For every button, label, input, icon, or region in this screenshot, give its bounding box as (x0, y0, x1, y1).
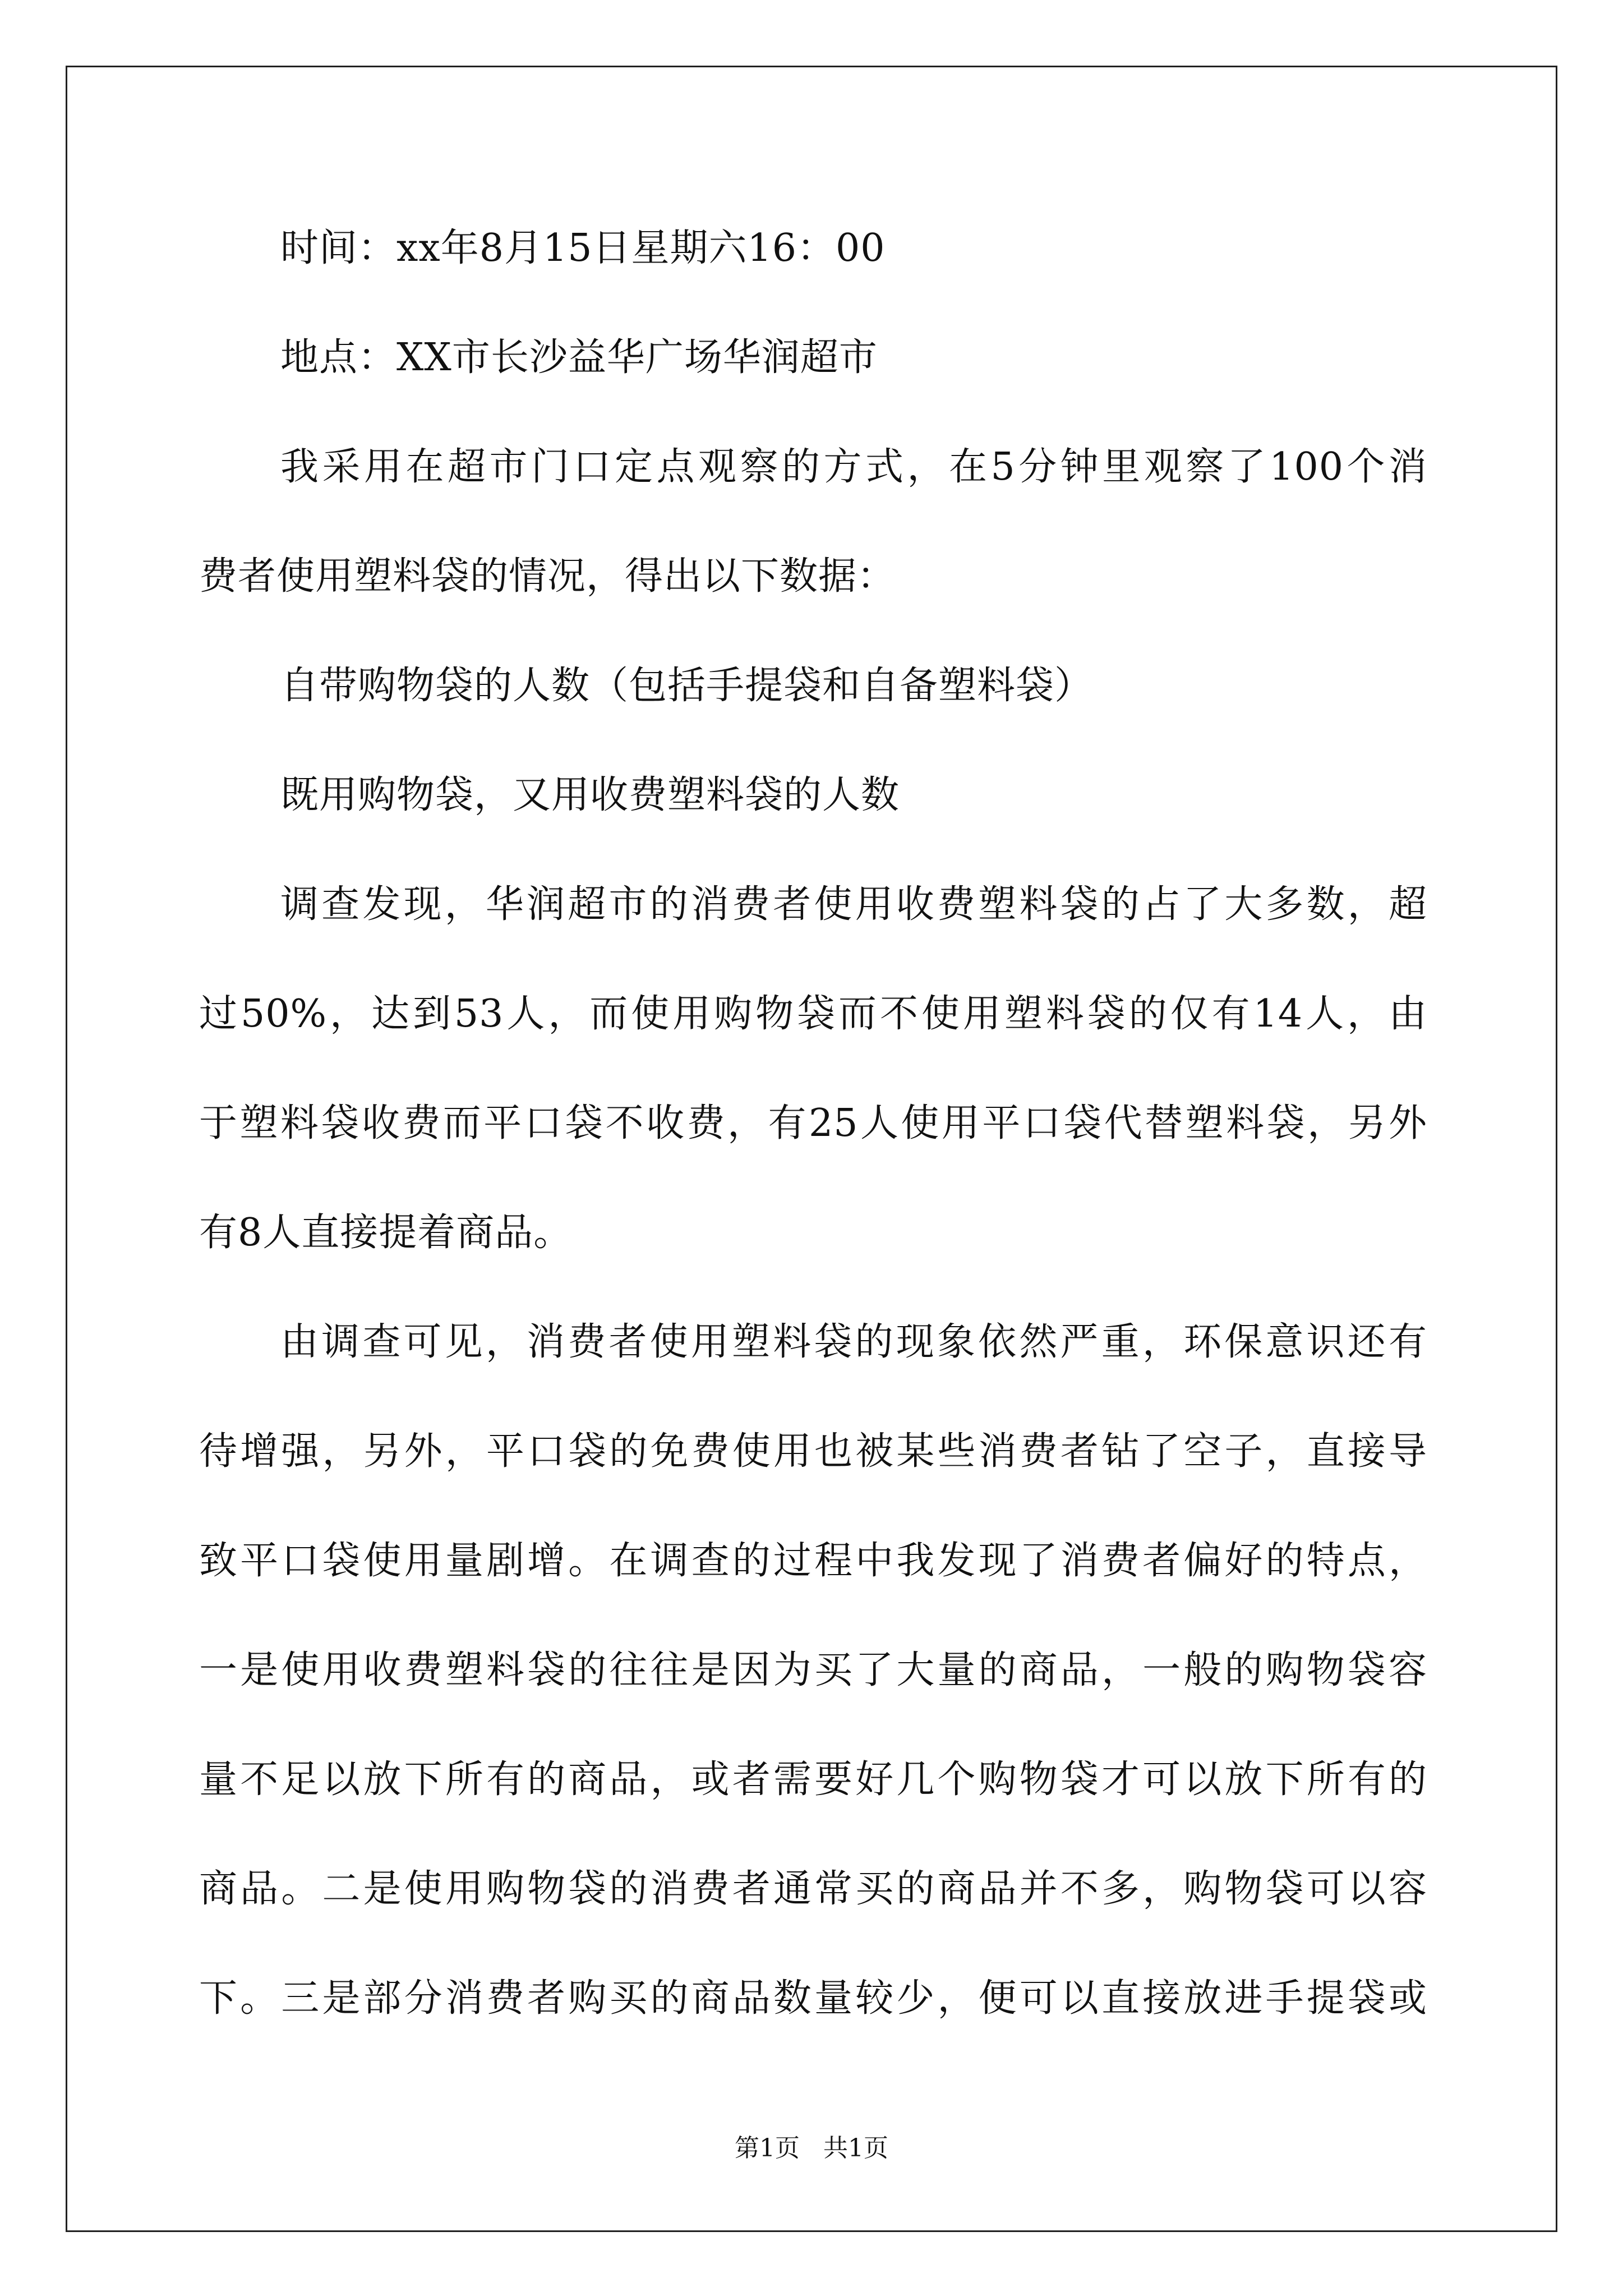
paragraph-line: 费者使用塑料袋的情况，得出以下数据： (199, 554, 896, 599)
page-footer (0, 2132, 1623, 2165)
data-item: 自带购物袋的人数（包括手提袋和自备塑料袋） (280, 664, 1094, 708)
place-line: 地点：XX市长沙益华广场华润超市 (280, 335, 878, 380)
data-item: 既用购物袋，又用收费塑料袋的人数 (280, 773, 900, 817)
paragraph-line: 由调查可见，消费者使用塑料袋的现象依然严重，环保意识还有 (280, 1320, 1427, 1364)
paragraph-line: 调查发现，华润超市的消费者使用收费塑料袋的占了大多数，超 (280, 882, 1427, 927)
paragraph-line: 下。三是部分消费者购买的商品数量较少，便可以直接放进手提袋或 (199, 1976, 1427, 2021)
paragraph-line: 我采用在超市门口定点观察的方式，在5分钟里观察了100个消 (280, 445, 1427, 489)
paragraph-line: 一是使用收费塑料袋的往往是因为买了大量的商品，一般的购物袋容 (199, 1648, 1427, 1692)
paragraph-line: 过50%，达到53人，而使用购物袋而不使用塑料袋的仅有14人，由 (199, 992, 1427, 1036)
page-number-current: 第1页 (735, 2134, 800, 2162)
paragraph-line: 待增强，另外，平口袋的免费使用也被某些消费者钻了空子，直接导 (199, 1429, 1427, 1474)
time-line: 时间：xx年8月15日星期六16：00 (280, 226, 886, 270)
paragraph-line: 有8人直接提着商品。 (199, 1211, 573, 1255)
paragraph-line: 致平口袋使用量剧增。在调查的过程中我发现了消费者偏好的特点， (199, 1539, 1427, 1583)
document-body (199, 222, 1427, 2025)
paragraph-line: 量不足以放下所有的商品，或者需要好几个购物袋才可以放下所有的 (199, 1757, 1427, 1802)
page-number-total: 共1页 (823, 2134, 888, 2162)
paragraph-line: 于塑料袋收费而平口袋不收费，有25人使用平口袋代替塑料袋，另外 (199, 1101, 1427, 1145)
paragraph-line: 商品。二是使用购物袋的消费者通常买的商品并不多，购物袋可以容 (199, 1867, 1427, 1911)
